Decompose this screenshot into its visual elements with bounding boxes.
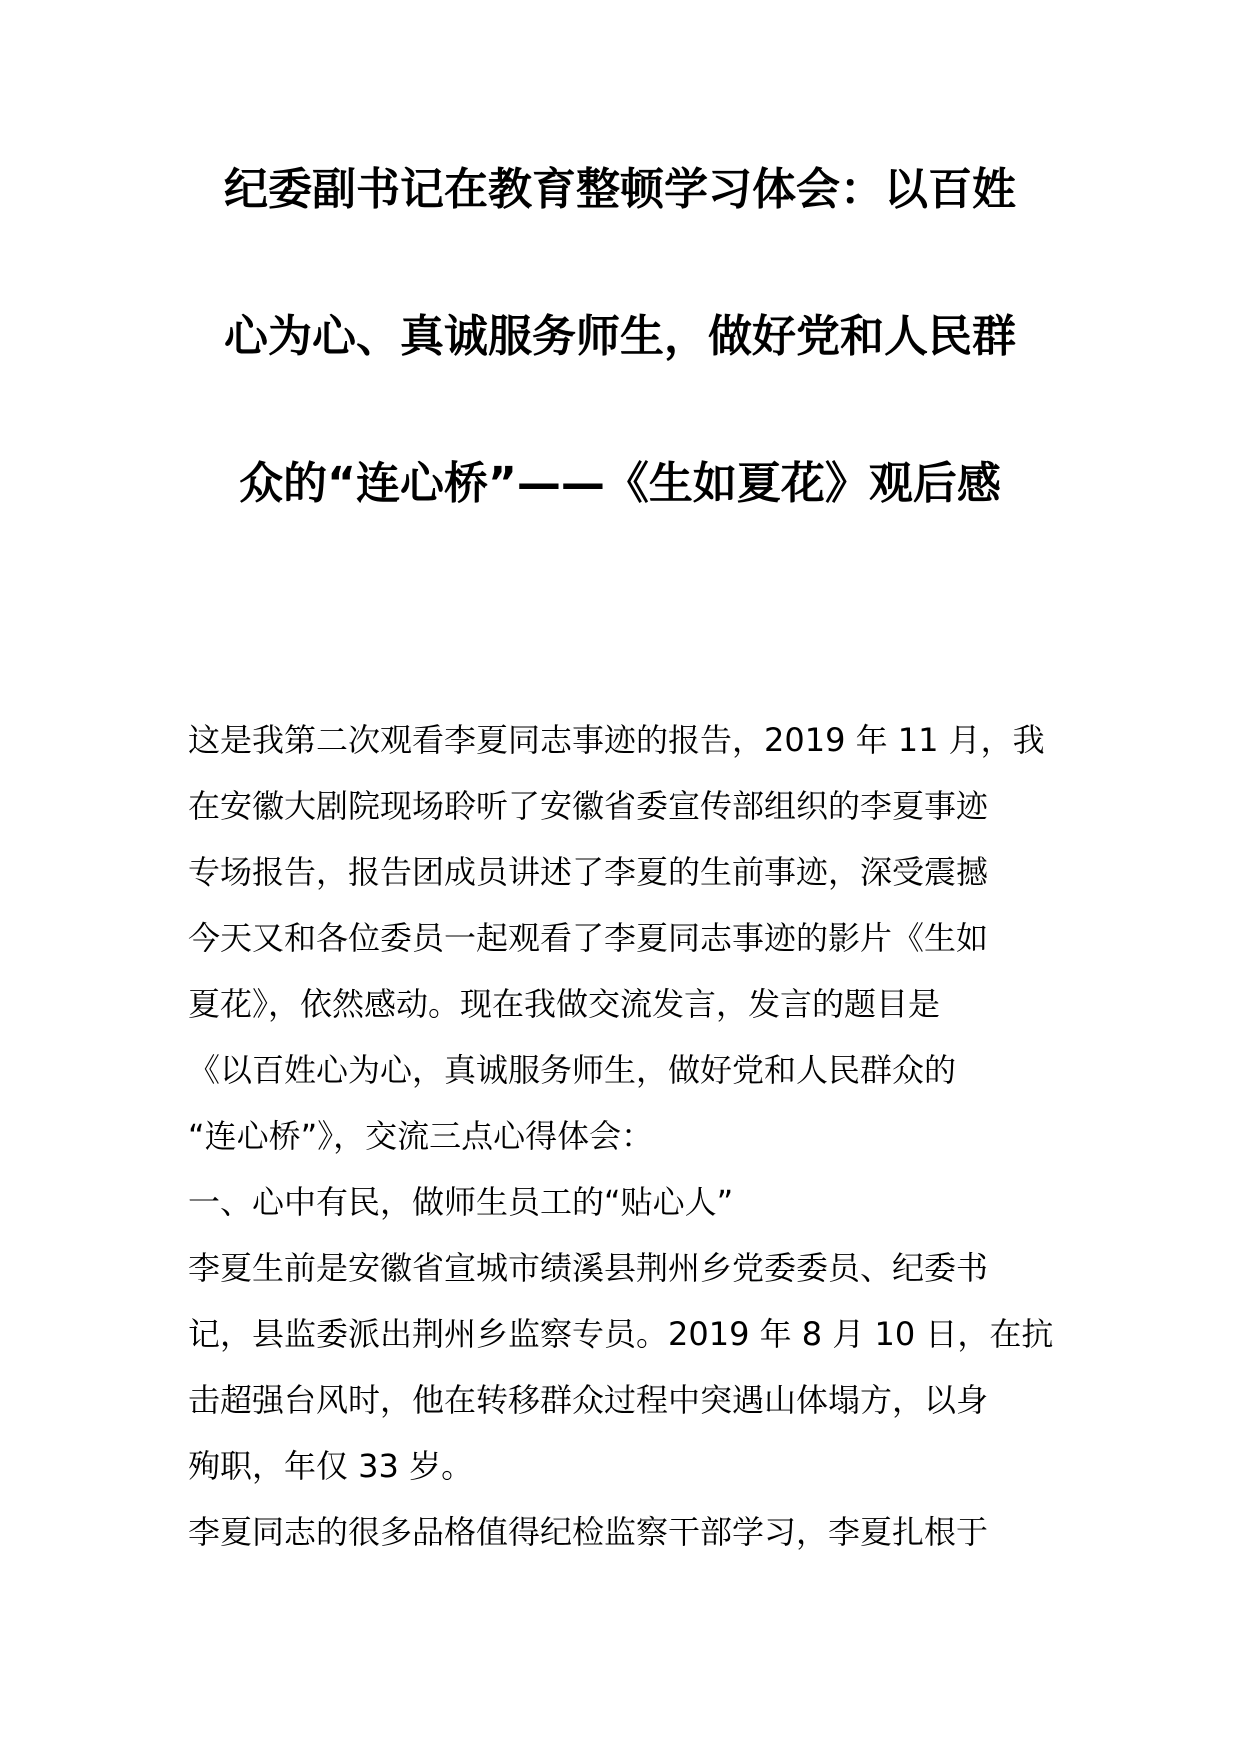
title-line: 众的“连心桥”——《生如夏花》观后感	[239, 458, 1001, 509]
body-line: 今天又和各位委员一起观看了李夏同志事迹的影片《生如	[188, 919, 989, 957]
body-line: 专场报告，报告团成员讲述了李夏的生前事迹，深受震撼	[188, 853, 989, 891]
body-line: 击超强台风时，他在转移群众过程中突遇山体塌方，以身	[188, 1381, 989, 1419]
body-line: “连心桥”》，交流三点心得体会：	[188, 1117, 654, 1155]
body-line: 夏花》，依然感动。现在我做交流发言，发言的题目是	[188, 985, 941, 1023]
document-title	[180, 164, 1060, 609]
body-line: 李夏生前是安徽省宣城市绩溪县荆州乡党委委员、纪委书	[188, 1249, 989, 1287]
section-heading: 一、心中有民，做师生员工的“贴心人”	[188, 1183, 734, 1221]
body-line: 记，县监委派出荆州乡监察专员。2019 年 8 月 10 日，在抗	[188, 1315, 1054, 1353]
body-line: 在安徽大剧院现场聆听了安徽省委宣传部组织的李夏事迹	[188, 787, 989, 825]
document-body	[188, 707, 1063, 1565]
body-line: 《以百姓心为心，真诚服务师生，做好党和人民群众的	[188, 1051, 957, 1089]
title-line: 心为心、真诚服务师生，做好党和人民群	[224, 311, 1016, 362]
body-line: 殉职，年仅 33 岁。	[188, 1447, 474, 1485]
body-line: 这是我第二次观看李夏同志事迹的报告，2019 年 11 月，我	[188, 721, 1045, 759]
title-line: 纪委副书记在教育整顿学习体会：以百姓	[224, 164, 1016, 215]
body-line: 李夏同志的很多品格值得纪检监察干部学习，李夏扎根于	[188, 1513, 989, 1551]
